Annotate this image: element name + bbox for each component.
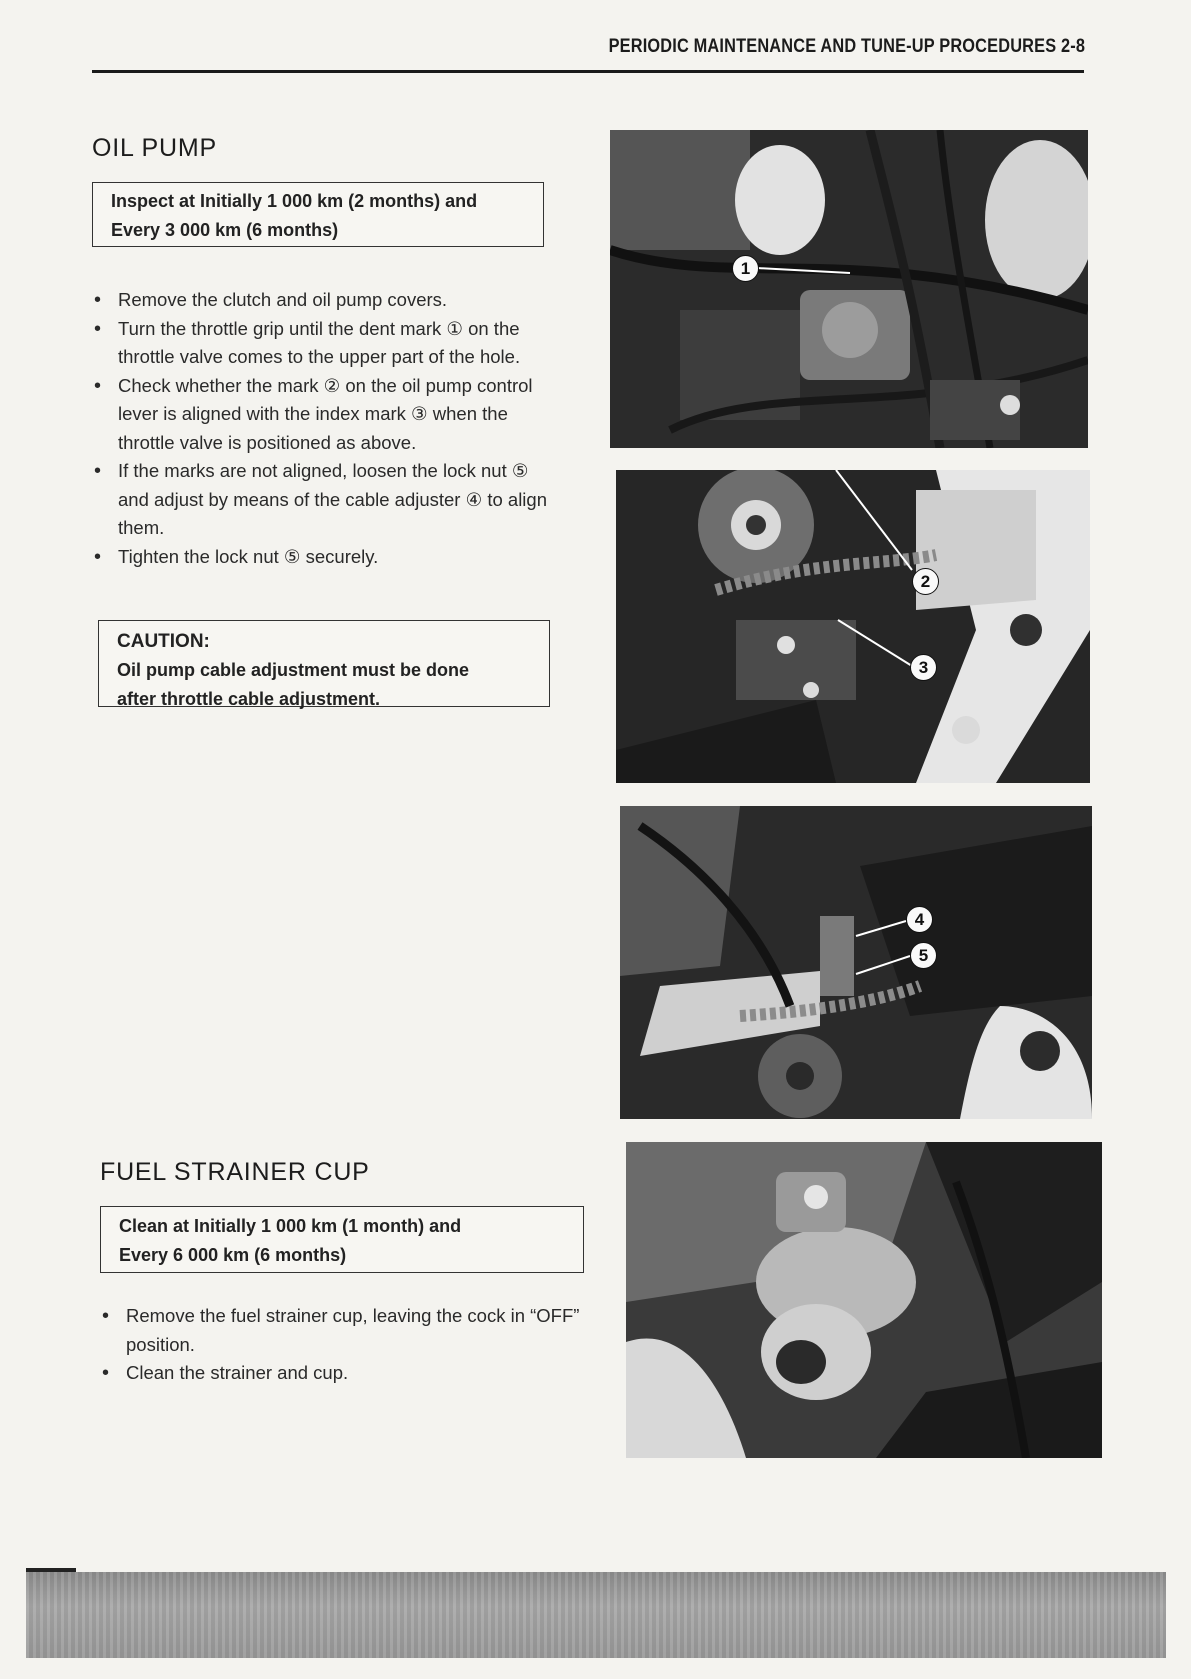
oil-pump-interval-box: [92, 182, 544, 247]
list-item: • Check whether the mark ② on the oil pump control lever is aligned with the index mark ③ when the throttle valve is positioned as above.: [92, 372, 548, 458]
caution-box: [98, 620, 550, 707]
list-item: • Remove the clutch and oil pump covers.: [92, 286, 548, 315]
fuel-strainer-interval-line1: Clean at Initially 1 000 km (1 month) and: [119, 1216, 462, 1236]
footer-band: [26, 1572, 1166, 1658]
callout-2: 2: [912, 568, 939, 595]
caution-title: CAUTION:: [117, 631, 210, 652]
throttle-valve-photo: [610, 130, 1088, 448]
caution-line2: after throttle cable adjustment.: [117, 689, 381, 709]
fuel-strainer-steps: [100, 1302, 590, 1388]
header-rule: [92, 70, 1084, 73]
fuel-strainer-photo: [626, 1142, 1102, 1458]
oil-pump-heading: OIL PUMP: [92, 134, 217, 162]
list-item: • Remove the fuel strainer cup, leaving the cock in “OFF” position.: [100, 1302, 590, 1359]
list-item: • Clean the strainer and cup.: [100, 1359, 590, 1388]
list-item: • If the marks are not aligned, loosen the lock nut ⑤ and adjust by means of the cable adjuster ④ to align them.: [92, 457, 548, 543]
list-item: • Tighten the lock nut ⑤ securely.: [92, 543, 548, 572]
oil-pump-interval-line2: Every 3 000 km (6 months): [111, 220, 339, 240]
fuel-strainer-interval-box: [100, 1206, 584, 1273]
list-item: • Turn the throttle grip until the dent mark ① on the throttle valve comes to the upper part of the hole.: [92, 315, 548, 372]
cable-adjuster-photo: [620, 806, 1092, 1119]
fuel-strainer-interval-line2: Every 6 000 km (6 months): [119, 1245, 347, 1265]
callout-5: 5: [910, 942, 937, 969]
oil-pump-interval-line1: Inspect at Initially 1 000 km (2 months) and: [111, 191, 478, 211]
oil-pump-lever-photo: [616, 470, 1090, 783]
page-header-title: PERIODIC MAINTENANCE AND TUNE-UP PROCEDURES 2-8: [608, 36, 1085, 57]
callout-4: 4: [906, 906, 933, 933]
caution-line1: Oil pump cable adjustment must be done: [117, 660, 470, 680]
fuel-strainer-heading: FUEL STRAINER CUP: [100, 1158, 370, 1186]
callout-1: 1: [732, 255, 759, 282]
oil-pump-steps: [92, 286, 548, 571]
callout-3: 3: [910, 654, 937, 681]
